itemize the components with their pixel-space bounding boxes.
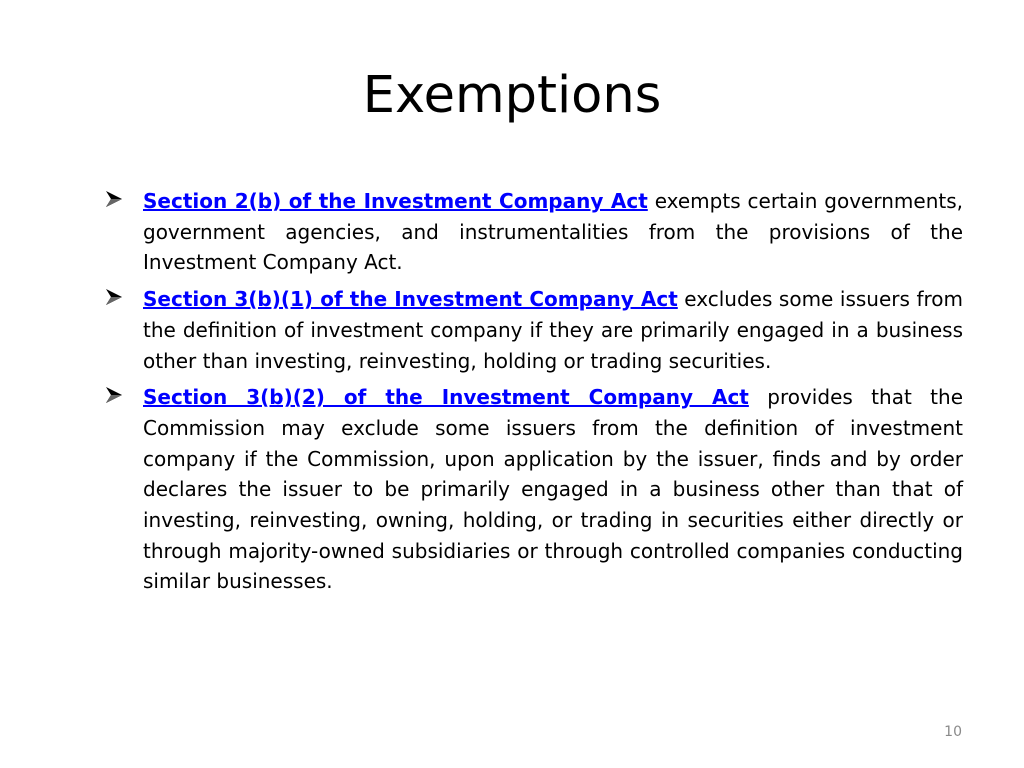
arrowhead-bullet-icon (105, 188, 123, 210)
bullet-item-section-2b (143, 186, 963, 278)
bullet-body-text: provides that the Commission may exclude some issuers from the definition of investment company if the Commission, upon application by the issuer, finds and by order declares the issuer to be primarily engaged in a business other than that of investing, reinvesting, owning, holding, or trading in securities either directly or through majority-owned subsidiaries or through controlled companies conducting similar businesses. (143, 385, 963, 594)
bullet-body-text: excludes some issuers from the definition of investment company if they are primarily engaged in a business other than investing, reinvesting, holding or trading securities. (143, 287, 963, 373)
bullet-item-section-3b1 (143, 284, 963, 376)
bullet-list (143, 186, 963, 603)
bullet-item-section-3b2 (143, 382, 963, 597)
section-2b-link[interactable]: Section 2(b) of the Investment Company Act (143, 189, 648, 213)
section-3b2-link[interactable]: Section 3(b)(2) of the Investment Company Act (143, 385, 749, 410)
section-3b1-link[interactable]: Section 3(b)(1) of the Investment Company Act (143, 287, 678, 312)
bullet-body-text: exempts certain governments, government agencies, and instrumentalities from the provisions of the Investment Company Act. (143, 189, 963, 275)
slide-title: Exemptions (362, 66, 662, 125)
arrowhead-bullet-icon (105, 384, 123, 406)
arrowhead-bullet-icon (105, 286, 123, 308)
page-number: 10 (944, 724, 962, 740)
